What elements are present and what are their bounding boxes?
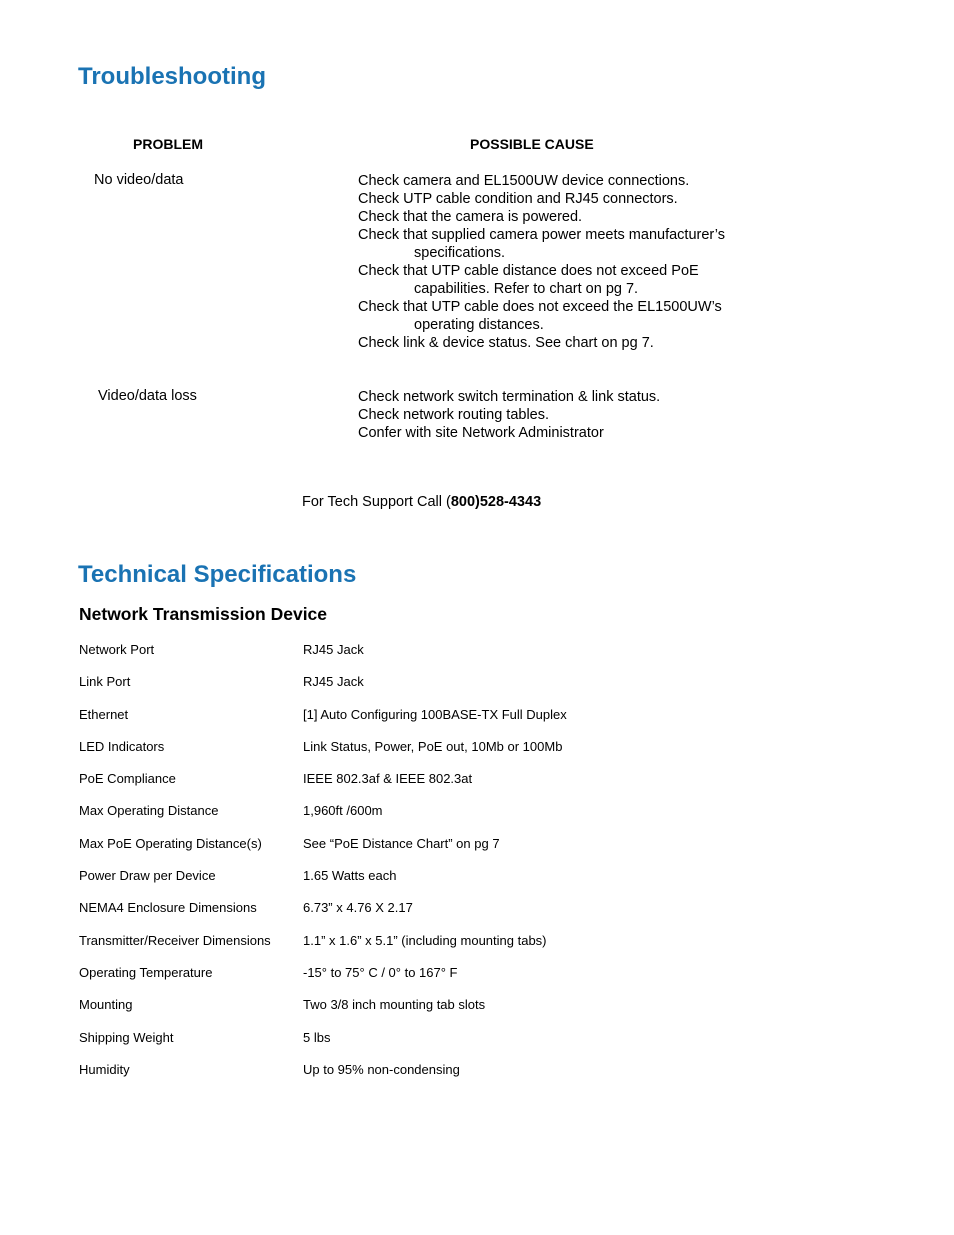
spec-value: IEEE 802.3af & IEEE 802.3at xyxy=(303,771,473,787)
spec-value: RJ45 Jack xyxy=(303,642,364,657)
spec-row xyxy=(79,674,567,706)
spec-value: -15° to 75° C / 0° to 167° F xyxy=(303,964,458,980)
spec-row xyxy=(79,1030,567,1062)
cause-item xyxy=(358,208,725,226)
spec-row xyxy=(79,868,567,900)
cause-item xyxy=(358,424,660,442)
causes-list-video-loss xyxy=(358,388,660,442)
cause-item xyxy=(358,172,725,190)
cause-continuation: capabilities. Refer to chart on pg 7. xyxy=(414,281,639,297)
cause-text: Check that UTP cable distance does not exceed PoE xyxy=(358,263,699,279)
cause-item xyxy=(358,190,725,208)
spec-label: Ethernet xyxy=(79,706,129,722)
tech-support-text: For Tech Support Call ( xyxy=(302,494,451,510)
cause-text: Check network switch termination & link status. xyxy=(358,389,661,405)
cause-item xyxy=(358,262,725,298)
spec-row xyxy=(79,836,567,868)
cause-text: Check link & device status. See chart on pg 7. xyxy=(358,335,654,351)
cause-text: Confer with site Network Administrator xyxy=(358,425,604,441)
problem-column-header: PROBLEM xyxy=(133,136,203,152)
cause-text: Check that UTP cable does not exceed the EL1500UW’s xyxy=(358,299,722,315)
spec-value: See “PoE Distance Chart” on pg 7 xyxy=(303,835,500,851)
cause-text: Check network routing tables. xyxy=(358,407,550,423)
specs-list xyxy=(79,642,567,1094)
spec-row xyxy=(79,1062,567,1094)
spec-row xyxy=(79,965,567,997)
cause-item xyxy=(358,388,660,406)
spec-value: 6.73” x 4.76 X 2.17 xyxy=(303,900,413,916)
spec-value: Up to 95% non-condensing xyxy=(303,1061,460,1077)
spec-value: RJ45 Jack xyxy=(303,674,364,690)
cause-text: Check that supplied camera power meets manufacturer’s xyxy=(358,227,725,243)
spec-value: 5 lbs xyxy=(303,1029,331,1045)
spec-label: Humidity xyxy=(79,1061,130,1077)
specs-title: Technical Specifications xyxy=(78,561,357,588)
spec-row xyxy=(79,803,567,835)
tech-support-line xyxy=(302,494,541,510)
spec-label: Power Draw per Device xyxy=(79,868,216,884)
spec-label: Max Operating Distance xyxy=(79,803,219,819)
cause-column-header: POSSIBLE CAUSE xyxy=(470,136,594,152)
cause-item xyxy=(358,226,725,262)
cause-item xyxy=(358,298,725,334)
spec-value: 1.65 Watts each xyxy=(303,868,397,884)
spec-row xyxy=(79,933,567,965)
causes-list-no-video xyxy=(358,172,725,352)
spec-value: Link Status, Power, PoE out, 10Mb or 100Mb xyxy=(303,738,563,754)
spec-label: Network Port xyxy=(79,642,155,657)
spec-label: Shipping Weight xyxy=(79,1029,174,1045)
problem-no-video: No video/data xyxy=(94,172,184,188)
spec-label: Max PoE Operating Distance(s) xyxy=(79,835,262,851)
spec-row xyxy=(79,707,567,739)
spec-label: NEMA4 Enclosure Dimensions xyxy=(79,900,257,916)
troubleshooting-title: Troubleshooting xyxy=(78,63,266,90)
specs-subtitle: Network Transmission Device xyxy=(79,604,328,624)
spec-label: Operating Temperature xyxy=(79,964,213,980)
spec-value: 1.1” x 1.6” x 5.1” (including mounting tabs) xyxy=(303,932,547,948)
spec-label: Link Port xyxy=(79,674,131,690)
cause-item xyxy=(358,406,660,424)
spec-row xyxy=(79,642,567,674)
tech-support-phone: 800)528-4343 xyxy=(450,494,542,510)
spec-value: [1] Auto Configuring 100BASE-TX Full Duplex xyxy=(303,706,567,722)
spec-value: Two 3/8 inch mounting tab slots xyxy=(303,997,486,1013)
spec-row xyxy=(79,771,567,803)
spec-value: 1,960ft /600m xyxy=(303,803,383,819)
cause-item xyxy=(358,334,725,352)
problem-video-loss: Video/data loss xyxy=(98,388,197,404)
cause-continuation: operating distances. xyxy=(414,317,544,333)
spec-label: Transmitter/Receiver Dimensions xyxy=(79,932,271,948)
cause-text: Check that the camera is powered. xyxy=(358,209,583,225)
cause-text: Check UTP cable condition and RJ45 connectors. xyxy=(358,191,678,207)
cause-continuation: specifications. xyxy=(414,245,506,261)
spec-label: LED Indicators xyxy=(79,738,165,754)
spec-label: PoE Compliance xyxy=(79,771,176,787)
spec-row xyxy=(79,900,567,932)
spec-row xyxy=(79,739,567,771)
cause-text: Check camera and EL1500UW device connections. xyxy=(358,173,690,189)
spec-label: Mounting xyxy=(79,997,133,1013)
spec-row xyxy=(79,997,567,1029)
